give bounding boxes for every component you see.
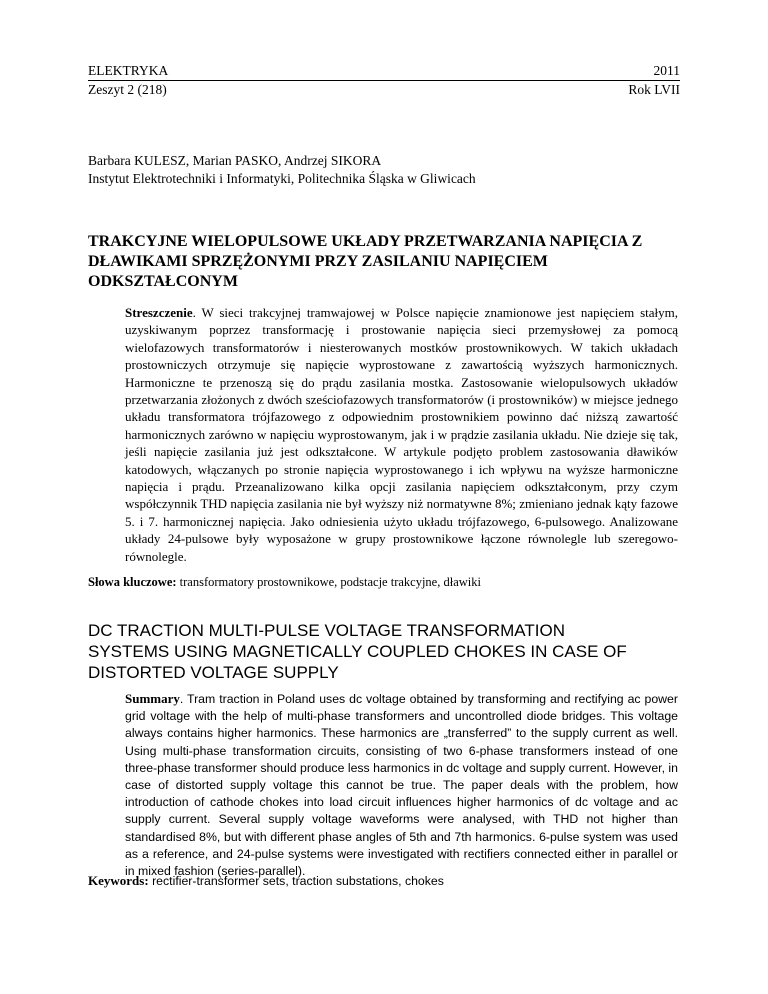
keywords-english-label: Keywords: (88, 873, 149, 888)
journal-header (88, 62, 680, 99)
abstract-polish-text: . W sieci trakcyjnej tramwajowej w Polsce napięcie znamionowe jest napięciem stałym, uzyskiwanym poprzez transformację i prostowanie napięcia sieci przemysłowej za pomocą wielofazowych transformatorów i niesterowanych mostków prostownikowych. W takich układach prostowniczych otrzymuje się napięcie wyprostowane z zawartością wyższych harmonicznych. Harmoniczne te przenoszą się do prądu zasilania mostka. Zastosowanie wielopulsowych układów przetwarzania złożonych z dwóch sześciofazowych transformatorów (i prostowników) w miejsce jednego układu transformatora trójfazowego z odpowiednim prostownikiem powinno dać niższą zawartość harmonicznych zarówno w napięciu wyprostowanym, jak i w prądzie zasilania układu. Nie dzieje się tak, jeśli napięcie zasilania już jest odkształcone. W artykule podjęto problem zastosowania dławików katodowych, włączanych po stronie napięcia wyprostowanego i ich wpływu na wyższe harmoniczne napięcia i prądu. Przeanalizowano kilka opcji zasilania napięciem odkształconym, przy czym współczynnik THD napięcia zasilania nie był wyższy niż normatywne 8%; zmieniano jednak kąty fazowe 5. i 7. harmonicznej napięcia. Jako odniesienia użyto układu trójfazowego, 6-pulsowego. Analizowane układy 24-pulsowe były wyposażone w grupy prostownikowe łączone równolegle lub szeregowo-równolegle. (125, 305, 678, 564)
abstract-english-text: . Tram traction in Poland uses dc voltage obtained by transforming and rectifying ac power grid voltage with the help of multi-phase transformers and uncontrolled diode bridges. This voltage always contains higher harmonics. These harmonics are „transferred” to the supply current as well. Using multi-phase transformation circuits, consisting of two 6-phase transformers instead of one three-phase transformer should produce less harmonics in dc voltage and supply current. However, in case of distorted supply voltage this cannot be true. The paper deals with the problem, how introduction of cathode chokes into load circuit influences higher harmonics of dc voltage and ac supply current. Several supply voltage waveforms were analysed, with THD not higher than standardised 8%, but with different phase angles of 5th and 7th harmonics. 6-pulse system was used as a reference, and 24-pulse systems were investigated with rectifiers connected either in parallel or in mixed fashion (series-parallel). (125, 692, 678, 879)
journal-issue: Zeszyt 2 (218) (88, 82, 167, 97)
title-polish: TRAKCYJNE WIELOPULSOWE UKŁADY PRZETWARZANIA NAPIĘCIA Z DŁAWIKAMI SPRZĘŻONYMI PRZY ZASILANIU NAPIĘCIEM ODKSZTAŁCONYM (88, 233, 643, 290)
keywords-polish-text: transformatory prostownikowe, podstacje trakcyjne, dławiki (176, 575, 481, 589)
keywords-english (88, 873, 444, 889)
abstract-english (125, 690, 678, 880)
author-affiliation: Instytut Elektrotechniki i Informatyki, Politechnika Śląska w Gliwicach (88, 171, 476, 186)
journal-volume: Rok LVII (628, 82, 680, 97)
abstract-polish-label: Streszczenie (125, 305, 193, 320)
journal-name: ELEKTRYKA (88, 63, 169, 78)
journal-year: 2011 (653, 63, 680, 78)
abstract-english-label: Summary (125, 691, 180, 706)
author-block (88, 152, 476, 188)
author-names: Barbara KULESZ, Marian PASKO, Andrzej SIKORA (88, 153, 382, 168)
keywords-english-text: rectifier-transformer sets, traction substations, chokes (148, 874, 444, 888)
title-english: DC TRACTION MULTI-PULSE VOLTAGE TRANSFORMATION SYSTEMS USING MAGNETICALLY COUPLED CHOKES IN CASE OF DISTORTED VOLTAGE SUPPLY (88, 621, 627, 682)
keywords-polish-label: Słowa kluczowe: (88, 575, 177, 589)
abstract-polish (125, 304, 678, 565)
keywords-polish (88, 574, 481, 590)
